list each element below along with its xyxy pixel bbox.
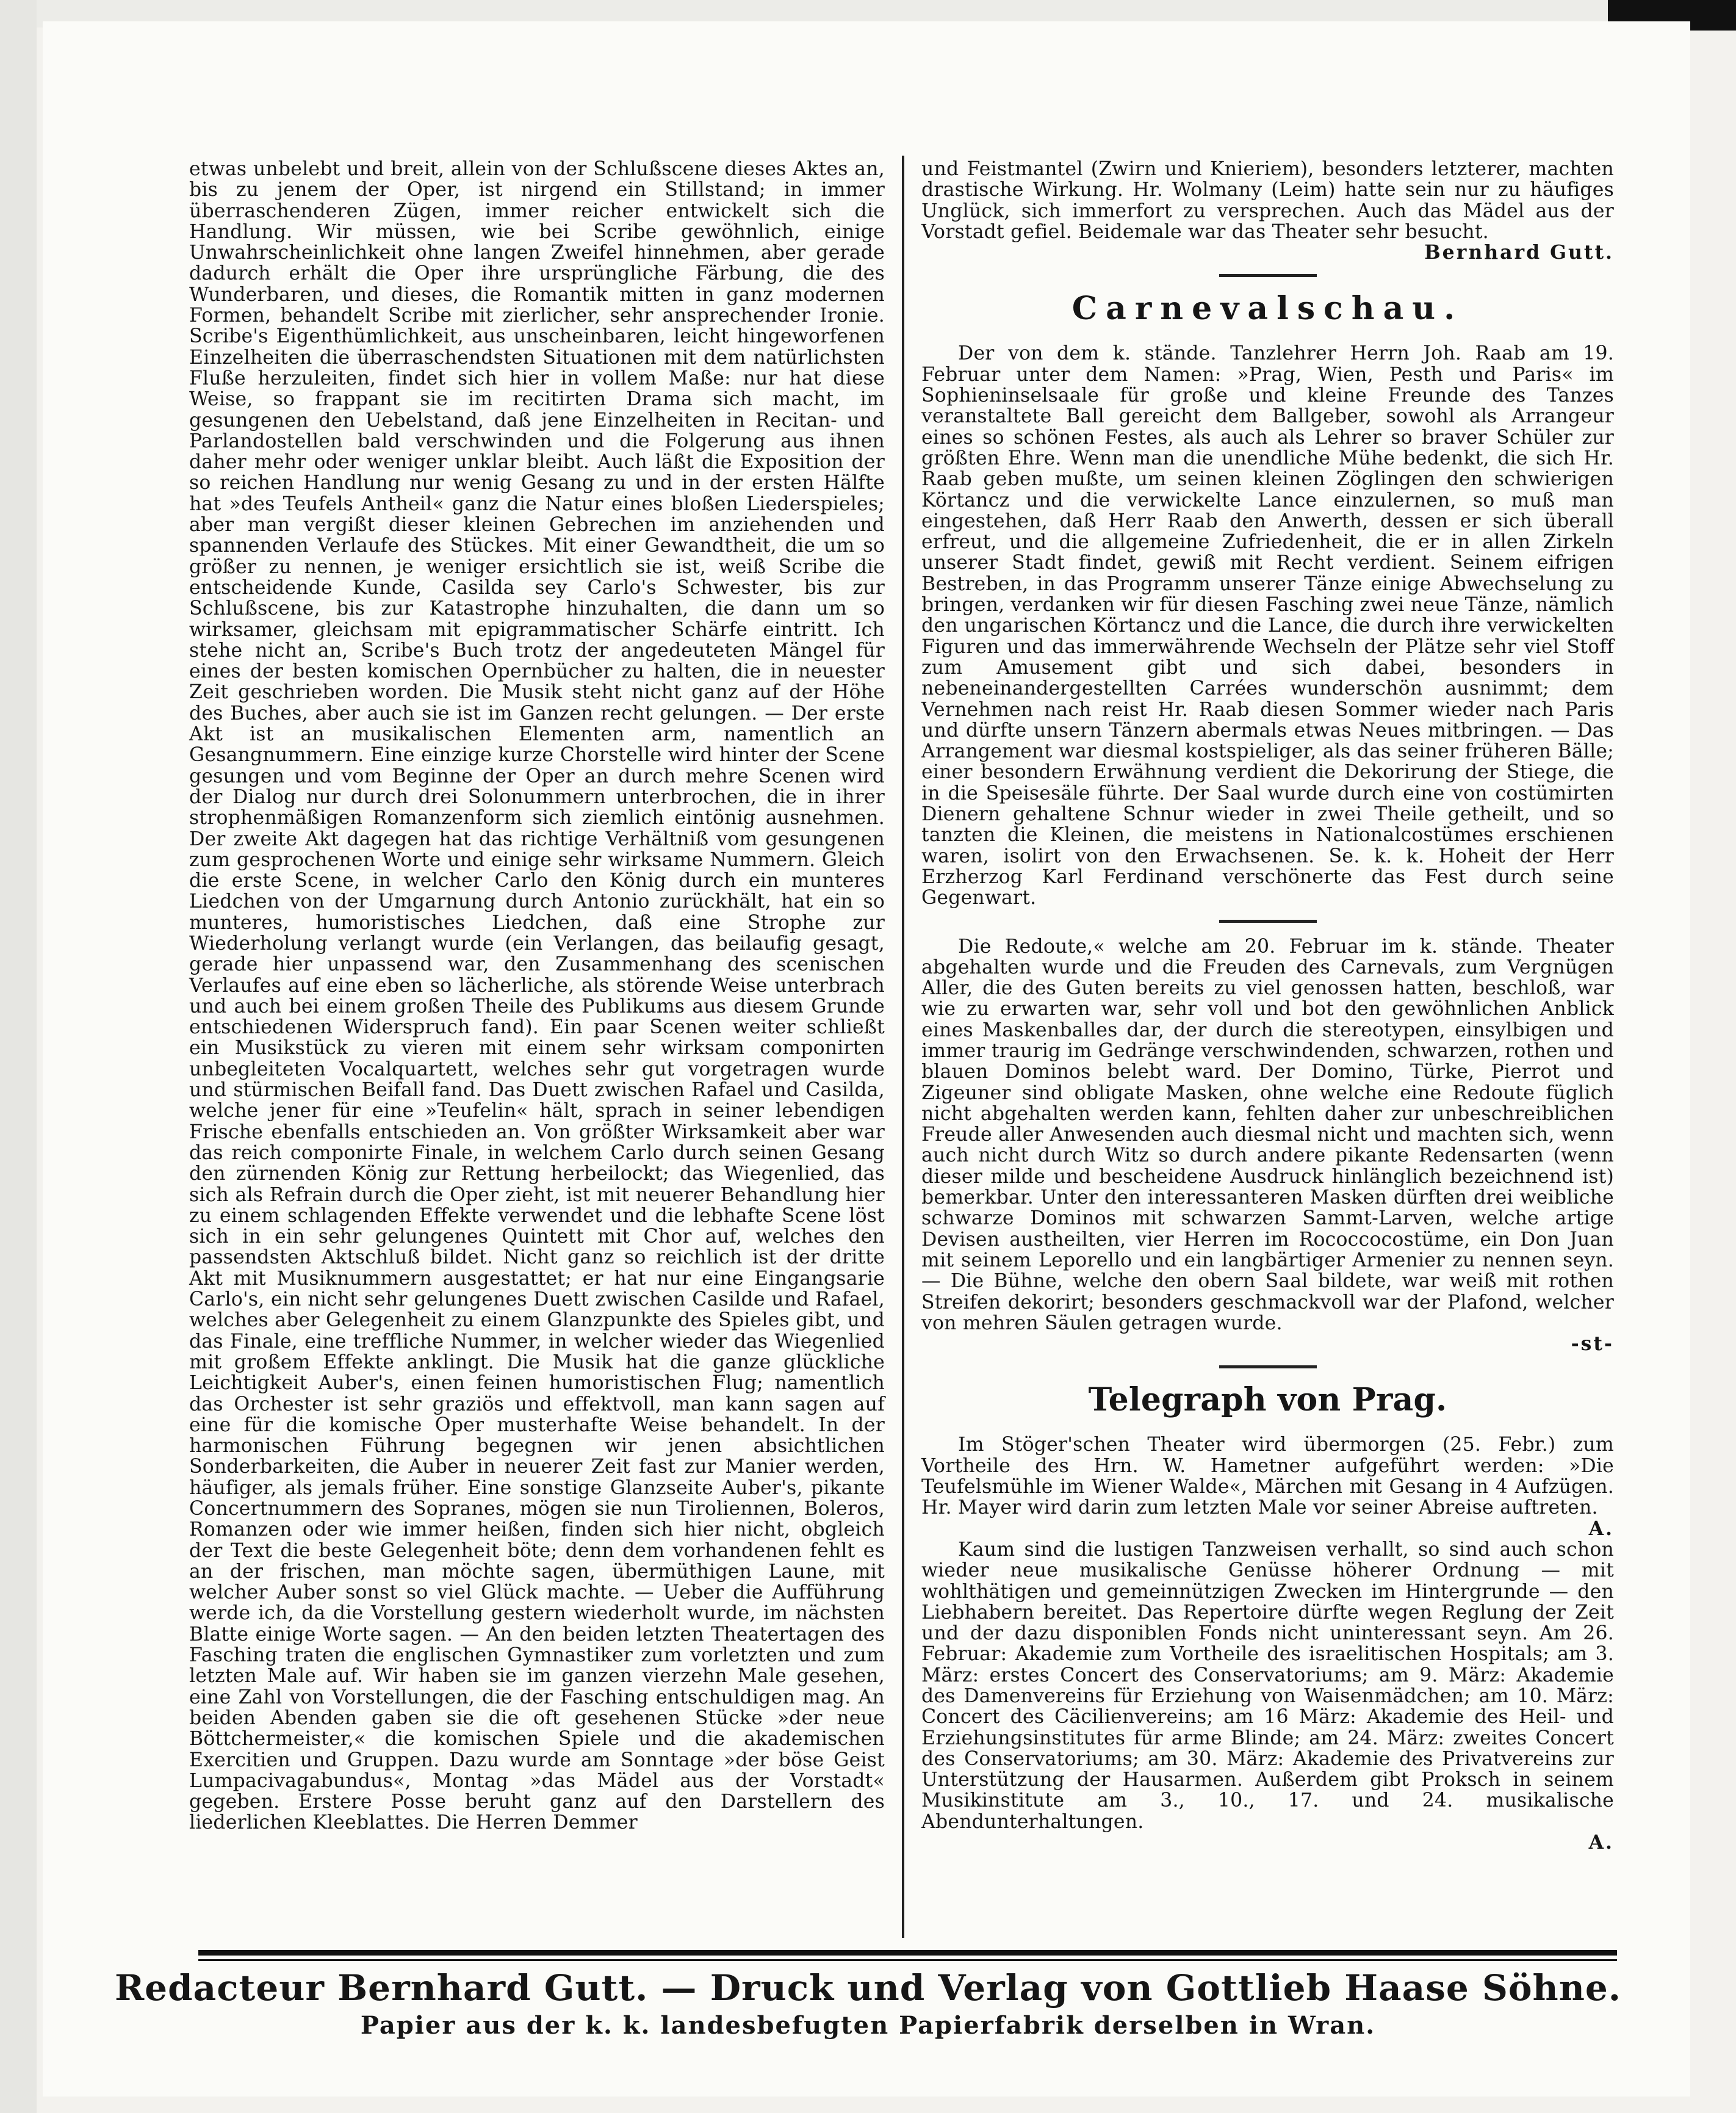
footer-rule-thick — [198, 1950, 1617, 1956]
imprint-editor-publisher: Redacteur Bernhard Gutt. — Druck und Verlag von Gottlieb Haase Söhne. — [114, 1967, 1621, 2009]
telegraph-paragraph-theater: Im Stöger'schen Theater wird übermorgen (25. Febr.) zum Vortheile des Hrn. W. Hametner aufgeführt werden: »Die Teufelsmühle im Wiener Walde«, Märchen mit Gesang in 4 Aufzügen. Hr. Mayer wird darin zum letzten Male vor seiner Abreise auftreten. — [921, 1434, 1614, 1519]
review-continuation: und Feistmantel (Zwirn und Knieriem), besonders letzterer, machten drastische Wirkung. Hr. Wolmany (Leim) hatte sein nur zu häufiges Unglück, sich immerfort zu versprechen. Auch das Mädel aus der Vorstadt gefiel. Beidemale war das Theater sehr besucht. — [921, 158, 1614, 243]
telegraph-heading: Telegraph von Prag. — [1088, 1381, 1447, 1419]
left-column — [189, 159, 885, 1833]
telegraph-signature-2: A. — [1588, 1831, 1614, 1854]
telegraph-signature-1: A. — [1588, 1517, 1614, 1540]
section-rule — [1219, 274, 1317, 277]
carneval-paragraph-redoute: Die Redoute,« welche am 20. Februar im k. stände. Theater abgehalten wurde und die Freuden des Carnevals, zum Vergnügen Aller, die des Guten bereits zu viel genossen hatten, beschloß, war wie zu erwarten war, sehr voll und bot den gewöhnlichen Anblick eines Maskenballes dar, der durch die stereotypen, einsylbigen und immer traurig im Gedränge verschwindenden, schwarzen, rothen und blauen Dominos belebt ward. Der Domino, Türke, Pierrot und Zigeuner sind obligate Masken, ohne welche eine Redoute füglich nicht abgehalten werden kann, fehlten daher zur unbeschreiblichen Freude aller Anwesenden auch diesmal nicht und machten sich, wenn auch nicht durch Witz so durch andere pikante Redensarten (wenn dieser milde und bescheidene Ausdruck hinlänglich bezeichnend ist) bemerkbar. Unter den interessanteren Masken dürften drei weibliche schwarze Dominos mit schwarzen Sammt-Larven, welche artige Devisen austheilten, vier Herren im Rococcocostüme, ein Don Juan mit seinem Leporello und ein langbärtiger Armenier zu nennen seyn. — Die Bühne, welche den obern Saal bildete, war weiß mit rothen Streifen dekorirt; besonders geschmackvoll war der Plafond, welcher von mehren Säulen getragen wurde. — [921, 935, 1614, 1334]
author-signature: Bernhard Gutt. — [1424, 241, 1614, 264]
opera-review-text: etwas unbelebt und breit, allein von der Schlußscene dieses Aktes an, bis zu jenem der Oper, ist nirgend ein Stillstand; in immer überraschenderen Zügen, immer reicher entwickelt sich die Handlung. Wir müssen, wie bei Scribe gewöhnlich, einige Unwahrscheinlichkeit ohne langen Zweifel hinnehmen, aber gerade dadurch erhält die Oper ihre ursprüngliche Färbung, die des Wunderbaren, und dieses, die Romantik mitten in ganz modernen Formen, behandelt Scribe mit zierlicher, sehr ansprechender Ironie. Scribe's Eigenthümlichkeit, aus unscheinbaren, leicht hingeworfenen Einzelheiten die überraschendsten Situationen mit dem natürlichsten Fluße herzuleiten, findet sich hier in vollem Maße: nur hat diese Weise, so frappant sie im recitirten Drama sich macht, im gesungenen den Uebelstand, daß jene Einzelheiten in Recitan- und Parlandostellen bald verschwinden und die Folgerung aus ihnen daher mehr oder weniger unklar bleibt. Auch läßt die Exposition der so reichen Handlung nur wenig Gesang zu und in der ersten Hälfte hat »des Teufels Antheil« ganz die Natur eines bloßen Liederspieles; aber man vergißt dieser kleinen Gebrechen im anziehenden und spannenden Verlaufe des Stückes. Mit einer Gewandtheit, die um so größer zu nennen, je weniger ersichtlich sie ist, weiß Scribe die entscheidende Kunde, Casilda sey Carlo's Schwester, bis zur Schlußscene, bis zur Katastrophe hinzuhalten, die dann um so wirksamer, gleichsam mit epigrammatischer Schärfe eintritt. Ich stehe nicht an, Scribe's Buch trotz der angedeuteten Mängel für eines der besten komischen Opernbücher zu halten, die in neuester Zeit geschrieben worden. Die Musik steht nicht ganz auf der Höhe des Buches, aber auch sie ist im Ganzen recht gelungen. — Der erste Akt ist an musikalischen Elementen arm, namentlich an Gesangnummern. Eine einzige kurze Chorstelle wird hinter der Scene gesungen und vom Beginne der Oper an durch mehre Scenen wird der Dialog nur durch drei Solonummern unterbrochen, die in ihrer strophenmäßigen Romanzenform sich ziemlich eintönig ausnehmen. Der zweite Akt dagegen hat das richtige Verhältniß vom gesungenen zum gesprochenen Worte und einige sehr wirksame Nummern. Gleich die erste Scene, in welcher Carlo den König durch ein munteres Liedchen von der Umgarnung durch Antonio zurückhält, hat ein so munteres, humoristisches Liedchen, daß eine Strophe zur Wiederholung verlangt wurde (ein Verlangen, das beilaufig gesagt, gerade hier unpassend war, den Zusammenhang des scenischen Verlaufes auf eine eben so lächerliche, als störende Weise unterbrach und auch bei einem großen Theile des Publikums aus diesem Grunde entschiedenen Widerspruch fand). Ein paar Scenen weiter schließt ein Musikstück zu vieren mit einem sehr wirksam componirten unbegleiteten Vocalquartett, welches sehr gut vorgetragen wurde und stürmischen Beifall fand. Das Duett zwischen Rafael und Casilda, welche jener für eine »Teufelin« hält, sprach in seiner lebendigen Frische ebenfalls entschieden an. Von größter Wirksamkeit aber war das reich componirte Finale, in welchem Carlo durch seinen Gesang den zürnenden König zur Rettung herbeilockt; das Wiegenlied, das sich als Refrain durch die Oper zieht, ist mit neuerer Behandlung hier zu einem schlagenden Effekte verwendet und die lebhafte Scene löst sich in ein sehr gelungenes Quintett mit Chor auf, welches den passendsten Aktschluß bildet. Nicht ganz so reichlich ist der dritte Akt mit Musiknummern ausgestattet; er hat nur eine Eingangsarie Carlo's, ein nicht sehr gelungenes Duett zwischen Casilde und Rafael, welches aber Gelegenheit zu einem Glanzpunkte des Spieles gibt, und das Finale, eine treffliche Nummer, in welcher wieder das Wiegenlied mit großem Effekte anklingt. Die Musik hat die ganze glückliche Leichtigkeit Auber's, einen feinen humoristischen Flug; namentlich das Orchester ist sehr graziös und effektvoll, man kann sagen auf eine für die komische Oper musterhafte Weise behandelt. In der harmonischen Führung begegnen wir jenen absichtlichen Sonderbarkeiten, die Auber in neuerer Zeit fast zur Manier werden, häufiger, als jemals früher. Eine sonstige Glanzseite Auber's, pikante Concertnummern des Sopranes, mögen sie nun Tiroliennen, Boleros, Romanzen oder wie immer heißen, finden sich hier nicht, obgleich der Text die beste Gelegenheit böte; denn dem vorhandenen fehlt es an der frischen, man möchte sagen, übermüthigen Laune, mit welcher Auber sonst so viel Glück machte. — Ueber die Aufführung werde ich, da die Vorstellung gestern wiederholt wurde, im nächsten Blatte einige Worte sagen. — An den beiden letzten Theatertagen des Fasching traten die englischen Gymnastiker zum vorletzten und zum letzten Male auf. Wir haben sie im ganzen vierzehn Male gesehen, eine Zahl von Vorstellungen, die der Fasching entschuldigen mag. An beiden Abenden gaben sie die oft gesehenen Stücke »der neue Böttchermeister,« die komischen Spiele und die akademischen Exercitien und Gruppen. Dazu wurde am Sonntage »der böse Geist Lumpacivagabundus«, Montag »das Mädel aus der Vorstadt« gegeben. Erstere Posse beruht ganz auf den Darstellern des liederlichen Kleeblattes. Die Herren Demmer — [189, 158, 885, 1834]
carneval-signature: -st- — [1571, 1332, 1614, 1356]
section-rule — [1219, 1365, 1317, 1368]
imprint-paper-mill: Papier aus der k. k. landesbefugten Papierfabrik derselben in Wran. — [360, 2011, 1376, 2040]
carneval-heading: Carnevalschau. — [1071, 290, 1464, 328]
footer-rule-thin — [198, 1959, 1617, 1961]
carneval-paragraph-ball: Der von dem k. stände. Tanzlehrer Herrn Joh. Raab am 19. Februar unter dem Namen: »Prag, Wien, Pesth und Paris« im Sophieninselsaale für große und kleine Freunde des Tanzes veranstaltete Ball gereicht dem Ballgeber, sowohl als Arrangeur eines so schönen Festes, als auch als Lehrer so braver Schüler zur größten Ehre. Wenn man die unendliche Mühe bedenkt, die sich Hr. Raab geben mußte, um seinen kleinen Zöglingen den schwierigen Körtancz und die verwickelte Lance einzulernen, so muß man eingestehen, daß Herr Raab den Anwerth, dessen er sich überall erfreut, und die allgemeine Zufriedenheit, die er in allen Zirkeln unserer Stadt findet, gewiß mit Recht verdient. Seinem eifrigen Bestreben, in das Programm unserer Tänze einige Abwechselung zu bringen, verdanken wir für diesen Fasching zwei neue Tänze, nämlich den ungarischen Körtancz und die Lance, die durch ihre verwickelten Figuren und das immerwährende Wechseln der Plätze sehr viel Stoff zum Amusement gibt und sich dabei, besonders in nebeneinandergestellten Carrées wunderschön ausnimmt; dem Vernehmen nach reist Hr. Raab diesen Sommer wieder nach Paris und dürfte unsern Tänzern abermals etwas Neues mitbringen. — Das Arrangement war diesmal kostspieliger, als das seiner früheren Bälle; einer besondern Erwähnung verdient die Dekorirung der Stiege, die in die Speisesäle führte. Der Saal wurde durch eine von costümirten Dienern gehaltene Schnur wieder in zwei Theile getheilt, und so tanzten die Kleinen, die meistens in Nationalcostümes erschienen waren, isolirt von den Erwachsenen. Se. k. k. Hoheit der Herr Erzherzog Karl Ferdinand verschönerte das Fest durch seine Gegenwart. — [921, 342, 1614, 909]
scan-left-edge — [0, 0, 37, 2113]
right-column — [921, 159, 1614, 1853]
column-divider — [902, 156, 904, 1938]
telegraph-paragraph-concerts: Kaum sind die lustigen Tanzweisen verhallt, so sind auch schon wieder neue musikalische Genüsse höherer Ordnung — mit wohlthätigen und gemeinnützigen Zwecken im Hintergrunde — den Liebhabern bereitet. Das Repertoire dürfte wegen Reglung der Zeit und der dazu disponiblen Fonds nicht uninteressant seyn. Am 26. Februar: Akademie zum Vortheile des israelitischen Hospitals; am 3. März: erstes Concert des Conservatoriums; am 9. März: Akademie des Damenvereins für Erziehung von Waisenmädchen; am 10. März: Concert des Cäcilienvereins; am 16 März: Akademie des Heil- und Erziehungsinstitutes für arme Blinde; am 24. März: zweites Concert des Conservatoriums; am 30. März: Akademie des Privatvereins zur Unterstützung der Hausarmen. Außerdem gibt Proksch in seinem Musikinstitute am 3., 10., 17. und 24. musikalische Abendunterhaltungen. — [921, 1538, 1614, 1833]
paragraph-rule — [1219, 920, 1317, 923]
